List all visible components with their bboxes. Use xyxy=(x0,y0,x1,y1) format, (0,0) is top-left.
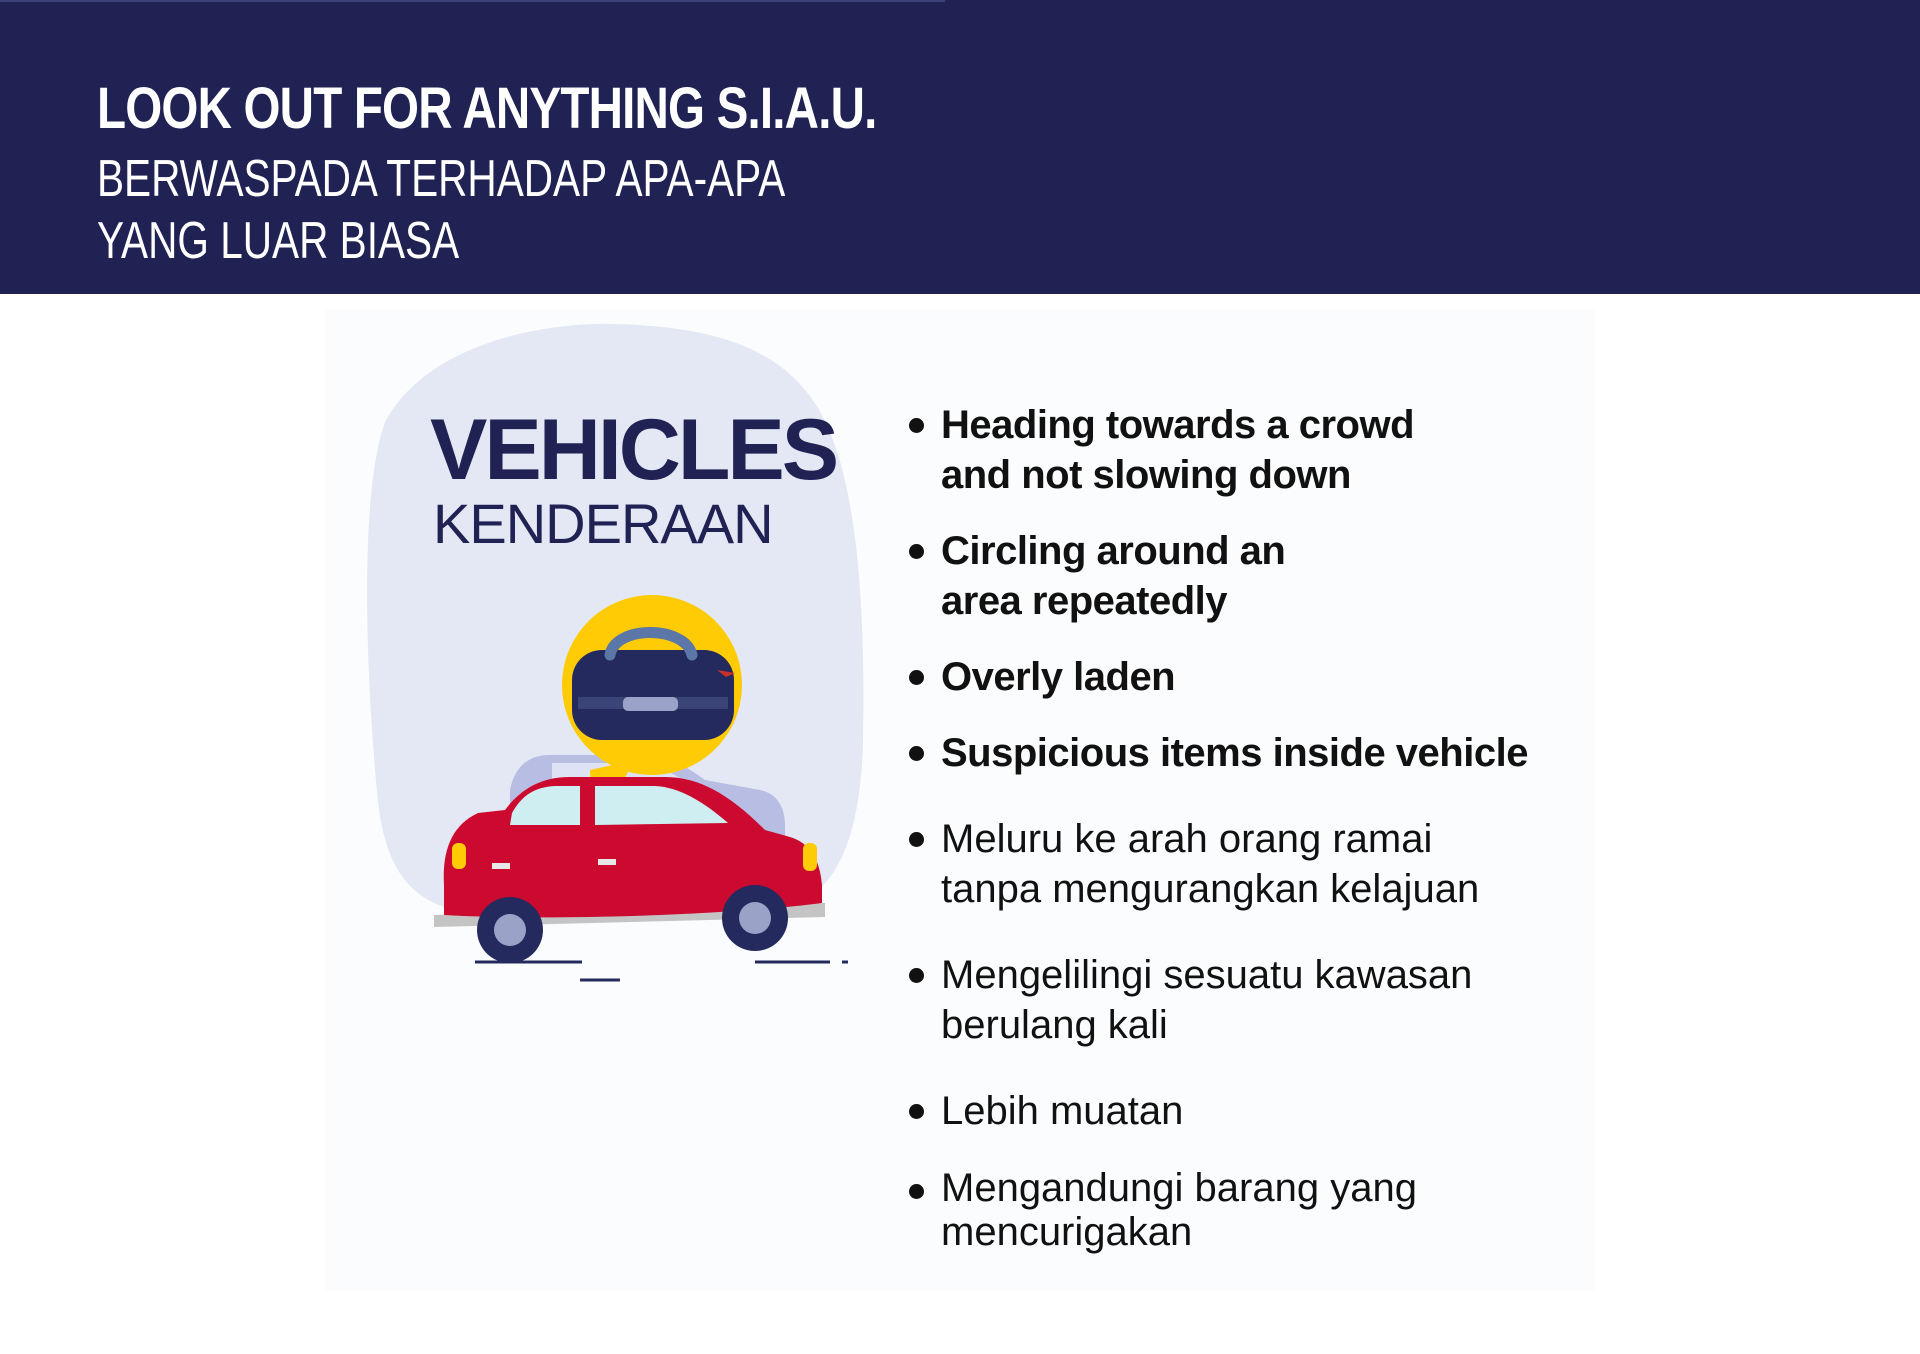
bullet-icon xyxy=(909,832,924,847)
bullet-icon xyxy=(909,968,924,983)
header-top-line xyxy=(0,0,945,2)
header-banner xyxy=(0,0,1920,294)
list-item: Lebih muatan xyxy=(905,1086,1565,1136)
bullet-icon xyxy=(909,746,924,761)
section-subtitle: KENDERAAN xyxy=(433,492,773,555)
list-item: Mengelilingi sesuatu kawasan berulang kali xyxy=(905,950,1565,1050)
indicator-list xyxy=(905,400,1565,1254)
list-item: Circling around an area repeatedly xyxy=(905,526,1565,626)
list-item: Meluru ke arah orang ramai tanpa mengurangkan kelajuan xyxy=(905,814,1565,914)
bullet-icon xyxy=(909,670,924,685)
page-subtitle-line-1: BERWASPADA TERHADAP APA-APA xyxy=(97,150,786,208)
vehicle-illustration xyxy=(430,585,870,985)
list-item: Suspicious items inside vehicle xyxy=(905,728,1565,778)
list-item: Mengandungi barang yang mencurigakan xyxy=(905,1166,1565,1254)
page-subtitle-line-2: YANG LUAR BIASA xyxy=(97,212,460,270)
motion-lines xyxy=(475,962,848,980)
bullet-icon xyxy=(909,1184,924,1199)
page-title: LOOK OUT FOR ANYTHING S.I.A.U. xyxy=(97,76,877,141)
section-title: VEHICLES xyxy=(430,402,837,498)
bullet-icon xyxy=(909,418,924,433)
bullet-icon xyxy=(909,1104,924,1119)
bullet-icon xyxy=(909,544,924,559)
list-item: Overly laden xyxy=(905,652,1565,702)
list-item: Heading towards a crowd and not slowing down xyxy=(905,400,1565,500)
